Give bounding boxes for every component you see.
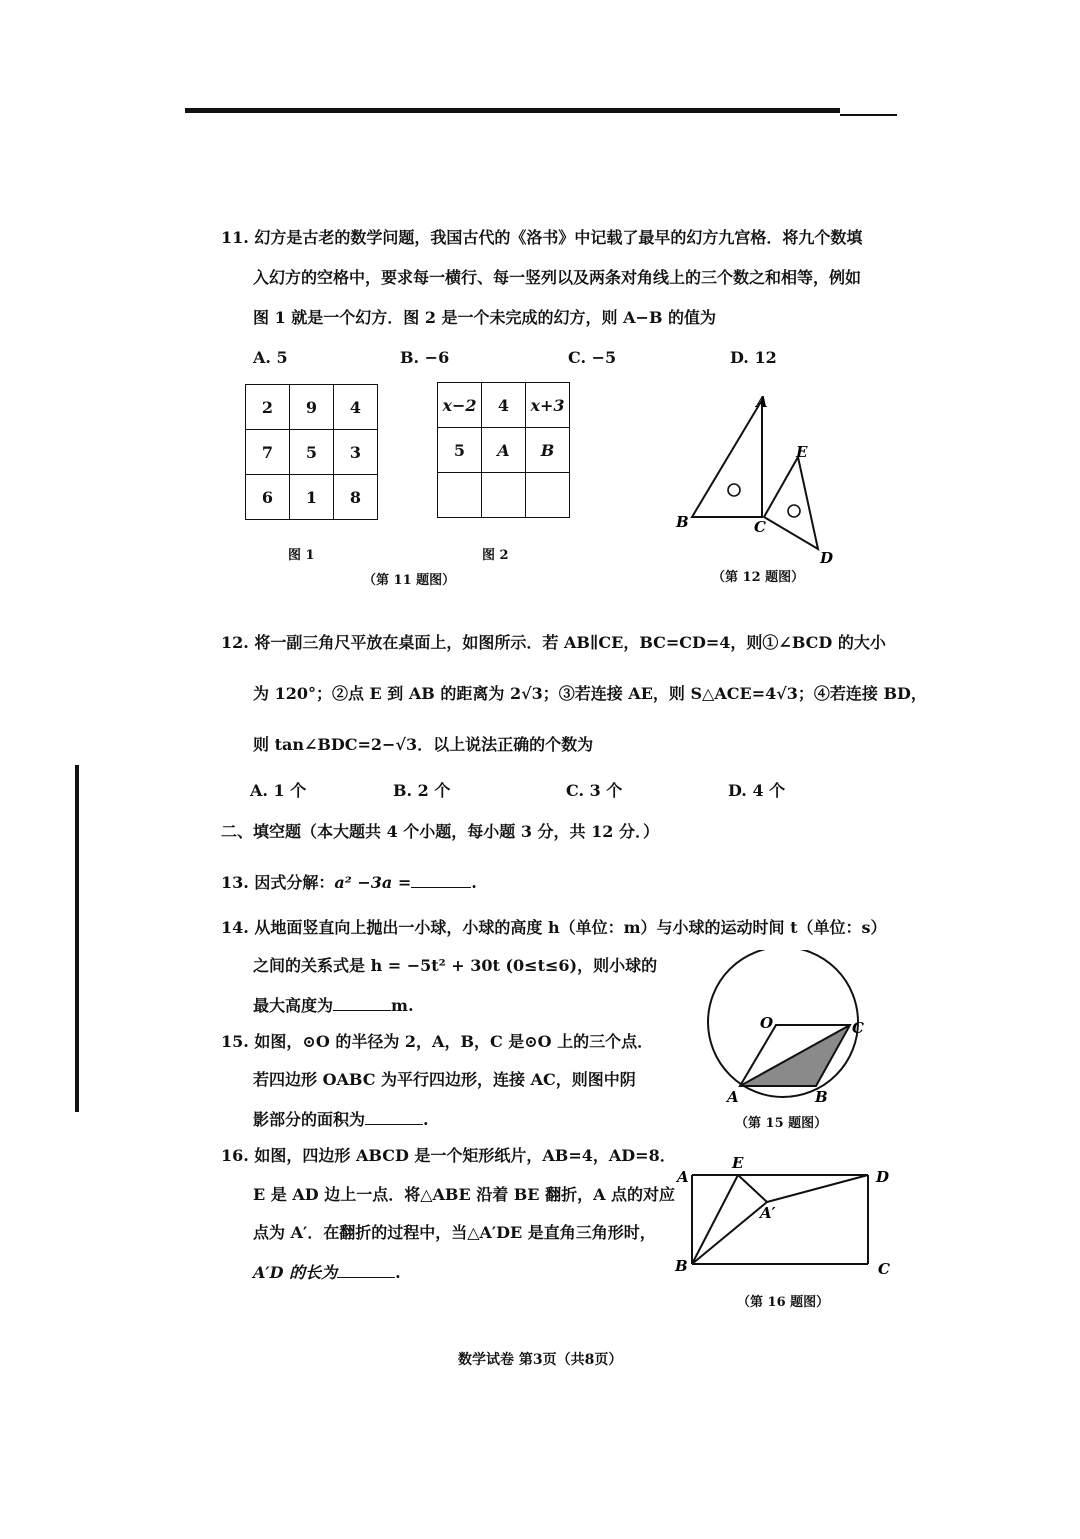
q11-option-d: D. 12: [730, 348, 777, 367]
triangle-ecd: [764, 457, 818, 549]
q15-prefix: 影部分的面积为: [253, 1110, 366, 1129]
fig2-cell: [482, 473, 526, 518]
q15-suffix: .: [423, 1110, 429, 1129]
q14-line-1: 14. 从地面竖直向上抛出一小球，小球的高度 h（单位：m）与小球的运动时间 t（单位：s）: [221, 918, 887, 937]
q13-suffix: .: [471, 873, 477, 892]
q14-line-2: 之间的关系式是 h = −5t² + 30t (0≤t≤6)，则小球的: [253, 956, 658, 975]
q13-answer-blank[interactable]: [411, 871, 471, 888]
label-o: O: [760, 1014, 774, 1032]
label-d: D: [820, 549, 834, 567]
fig1-cell: 4: [334, 385, 378, 430]
magic-square-figure-1: [245, 384, 378, 520]
fig2-cell: [526, 473, 570, 518]
q12-figure-caption: （第 12 题图）: [712, 570, 805, 585]
triangle-abc: [692, 400, 762, 517]
q11-option-b: B. −6: [400, 348, 450, 367]
figure-1-label: 图 1: [288, 548, 315, 563]
top-border-line: [185, 108, 840, 113]
q16-suffix: .: [395, 1263, 401, 1282]
fig2-cell: B: [526, 428, 570, 473]
label-a: A: [756, 393, 768, 411]
label-b: B: [675, 1257, 688, 1275]
q12-option-d: D. 4 个: [728, 781, 786, 800]
fig1-cell: 8: [334, 475, 378, 520]
q16-figure-caption: （第 16 题图）: [737, 1295, 830, 1310]
label-d: D: [876, 1168, 890, 1186]
binding-margin-line: [75, 765, 79, 1112]
fig1-cell: 2: [246, 385, 290, 430]
q16-line-1: 16. 如图，四边形 ABCD 是一个矩形纸片，AB=4，AD=8．: [221, 1146, 676, 1165]
label-a: A: [727, 1088, 739, 1106]
q11-line-2: 入幻方的空格中，要求每一横行、每一竖列以及两条对角线上的三个数之和相等，例如: [253, 268, 862, 287]
fig1-cell: 5: [290, 430, 334, 475]
q16-line-2: E 是 AD 边上一点．将△ABE 沿着 BE 翻折，A 点的对应: [253, 1185, 676, 1204]
q11-option-c: C. −5: [568, 348, 617, 367]
q13: [221, 871, 477, 893]
label-a-prime: A′: [760, 1204, 776, 1222]
top-border-tail: [840, 114, 897, 116]
q16-line-4: [253, 1261, 401, 1283]
label-a: A: [677, 1168, 689, 1186]
q11-line-3: 图 1 就是一个幻方．图 2 是一个未完成的幻方，则 A−B 的值为: [253, 308, 717, 327]
q15-answer-blank[interactable]: [365, 1108, 423, 1125]
q14-suffix: m.: [391, 996, 414, 1015]
label-e: E: [732, 1154, 744, 1172]
label-e: E: [796, 443, 808, 461]
q11-option-a: A. 5: [253, 348, 288, 367]
q16-answer-blank[interactable]: [337, 1261, 395, 1278]
fig1-cell: 1: [290, 475, 334, 520]
q12-option-b: B. 2 个: [393, 781, 451, 800]
q15-circle-figure: [700, 950, 875, 1110]
q11-figure-caption: （第 11 题图）: [363, 573, 456, 588]
fig2-cell: 5: [438, 428, 482, 473]
label-b: B: [676, 513, 689, 531]
q14-answer-blank[interactable]: [333, 994, 391, 1011]
q15-line-2: 若四边形 OABC 为平行四边形，连接 AC，则图中阴: [253, 1070, 636, 1089]
section-2-title: 二、填空题（本大题共 4 个小题，每小题 3 分，共 12 分．）: [221, 822, 659, 841]
q12-line-3: 则 tan∠BDC=2−√3．以上说法正确的个数为: [253, 735, 594, 754]
q16-rectangle-figure: [672, 1150, 902, 1282]
fig1-cell: 7: [246, 430, 290, 475]
q15-figure-caption: （第 15 题图）: [735, 1116, 828, 1131]
q14-line-3: [253, 994, 414, 1016]
segment-ba1: [692, 1202, 767, 1264]
fig2-cell: [438, 473, 482, 518]
fig1-cell: 9: [290, 385, 334, 430]
q14-prefix: 最大高度为: [253, 996, 334, 1015]
q15-line-3: [253, 1108, 429, 1130]
fig1-cell: 3: [334, 430, 378, 475]
q12-line-2: 为 120°；②点 E 到 AB 的距离为 2√3；③若连接 AE，则 S△ACE=4√3；④若连接 BD，: [253, 684, 927, 703]
figure-2-label: 图 2: [482, 548, 509, 563]
q16-line-3: 点为 A′．在翻折的过程中，当△A′DE 是直角三角形时，: [253, 1223, 656, 1242]
segment-a1d: [767, 1175, 868, 1202]
segment-be: [692, 1175, 738, 1264]
q12-option-c: C. 3 个: [566, 781, 623, 800]
q12-line-1: 12. 将一副三角尺平放在桌面上，如图所示．若 AB∥CE，BC=CD=4，则①∠BCD 的大小: [221, 633, 886, 652]
label-b: B: [815, 1088, 828, 1106]
segment-ea1: [738, 1175, 767, 1202]
label-c: C: [878, 1260, 890, 1278]
q16-prefix: A′D 的长为: [253, 1263, 338, 1282]
q12-option-a: A. 1 个: [250, 781, 307, 800]
q13-expression: a² −3a =: [334, 873, 412, 892]
fig1-cell: 6: [246, 475, 290, 520]
label-c: C: [754, 518, 766, 536]
fig2-cell: x−2: [438, 383, 482, 428]
fig2-cell: 4: [482, 383, 526, 428]
q13-prefix: 13. 因式分解：: [221, 873, 335, 892]
q11-line-1: 11. 幻方是古老的数学问题，我国古代的《洛书》中记载了最早的幻方九宫格．将九个数填: [221, 228, 863, 247]
fig2-cell: A: [482, 428, 526, 473]
q15-line-1: 15. 如图，⊙O 的半径为 2，A，B，C 是⊙O 上的三个点．: [221, 1032, 654, 1051]
q12-set-squares-figure: [670, 385, 850, 575]
fig2-cell: x+3: [526, 383, 570, 428]
label-c: C: [852, 1019, 864, 1037]
set-square-hole: [728, 484, 740, 496]
set-square-hole: [788, 505, 800, 517]
magic-square-figure-2: [437, 382, 570, 518]
page-footer: 数学试卷 第3页（共8页）: [458, 1352, 623, 1368]
